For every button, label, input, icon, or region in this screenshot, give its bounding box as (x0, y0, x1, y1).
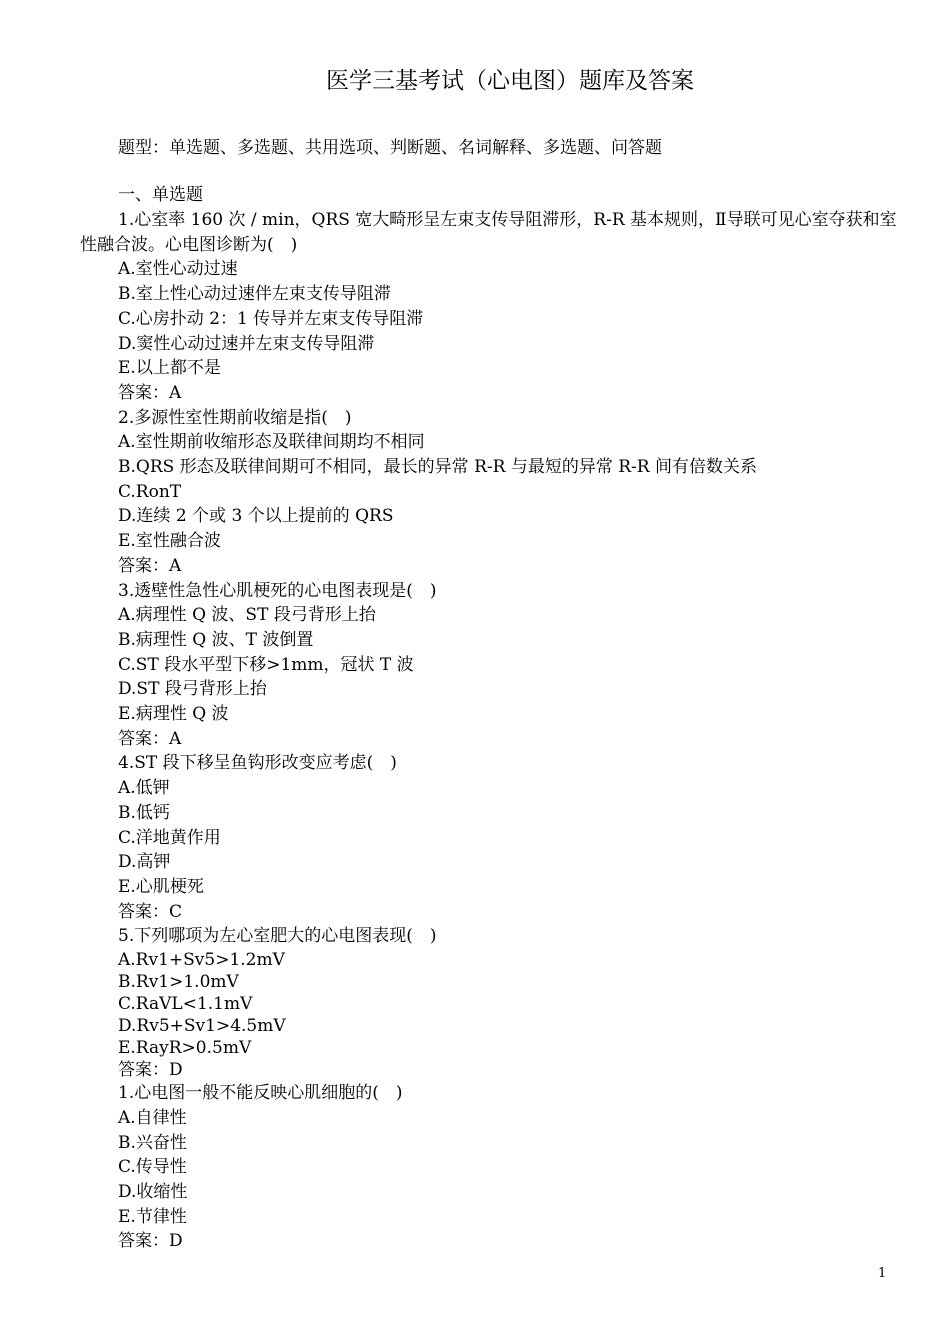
answer: 答案：A (118, 555, 182, 576)
answer: 答案：D (118, 1060, 183, 1081)
option-a: A.自律性 (118, 1107, 187, 1128)
option-c: C.洋地黄作用 (118, 827, 221, 848)
option-e: E.心肌梗死 (118, 876, 204, 897)
option-e: E.病理性 Q 波 (118, 704, 229, 725)
question-block (80, 751, 900, 924)
option-a: A.室性心动过速 (118, 259, 238, 280)
question-text: 3.透壁性急性心肌梗死的心电图表现是( ) (118, 580, 437, 601)
option-c: C.RaVL<1.1mV (118, 994, 253, 1015)
question-block (80, 1081, 900, 1254)
option-e: E.以上都不是 (118, 358, 221, 379)
question-types-line: 题型：单选题、多选题、共用选项、判断题、名词解释、多选题、问答题 (118, 138, 662, 158)
section-heading: 一、单选题 (118, 185, 203, 205)
option-a: A.病理性 Q 波、ST 段弓背形上抬 (118, 605, 376, 626)
question-text: 1.心室率 160 次 / min，QRS 宽大畸形呈左束支传导阻滞形，R-R 基本规则，Ⅱ导联可见心室夺获和室性融合波。心电图诊断为( ) (80, 210, 897, 255)
question-text: 5.下列哪项为左心室肥大的心电图表现( ) (118, 926, 437, 947)
option-group (80, 949, 900, 1081)
question-block (80, 579, 900, 752)
question-text: 4.ST 段下移呈鱼钩形改变应考虑( ) (118, 753, 397, 774)
option-e: E.RayR>0.5mV (118, 1038, 252, 1059)
question-list (80, 208, 900, 1254)
answer: 答案：D (118, 1231, 183, 1252)
question-block (80, 208, 900, 406)
option-d: D.ST 段弓背形上抬 (118, 679, 267, 700)
option-b: B.Rv1>1.0mV (118, 972, 239, 993)
option-e: E.节律性 (118, 1206, 187, 1227)
question-text: 2.多源性室性期前收缩是指( ) (118, 407, 352, 428)
option-a: A.Rv1+Sv5>1.2mV (118, 950, 285, 971)
option-b: B.QRS 形态及联律间期可不相同，最长的异常 R-R 与最短的异常 R-R 间有倍数关系 (118, 457, 757, 478)
option-d: D.收缩性 (118, 1181, 188, 1202)
answer: 答案：A (118, 728, 182, 749)
document-title: 医学三基考试（心电图）题库及答案 (326, 68, 694, 94)
option-b: B.低钙 (118, 802, 170, 823)
page-number: 1 (878, 1266, 887, 1281)
question-block (80, 924, 900, 1081)
option-b: B.病理性 Q 波、T 波倒置 (118, 629, 314, 650)
option-a: A.低钾 (118, 778, 170, 799)
answer: 答案：A (118, 382, 182, 403)
option-d: D.连续 2 个或 3 个以上提前的 QRS (118, 506, 394, 527)
option-d: D.窦性心动过速并左束支传导阻滞 (118, 333, 375, 354)
option-c: C.传导性 (118, 1157, 187, 1178)
option-c: C.ST 段水平型下移>1mm，冠状 T 波 (118, 654, 414, 675)
option-d: D.Rv5+Sv1>4.5mV (118, 1016, 286, 1037)
option-c: C.RonT (118, 481, 182, 502)
option-b: B.兴奋性 (118, 1132, 187, 1153)
option-b: B.室上性心动过速伴左束支传导阻滞 (118, 284, 391, 305)
option-c: C.心房扑动 2：1 传导并左束支传导阻滞 (118, 308, 424, 329)
option-e: E.室性融合波 (118, 531, 221, 552)
option-d: D.高钾 (118, 852, 171, 873)
question-text: 1.心电图一般不能反映心肌细胞的( ) (118, 1083, 403, 1104)
answer: 答案：C (118, 901, 183, 922)
question-block (80, 406, 900, 579)
option-a: A.室性期前收缩形态及联律间期均不相同 (118, 432, 425, 453)
